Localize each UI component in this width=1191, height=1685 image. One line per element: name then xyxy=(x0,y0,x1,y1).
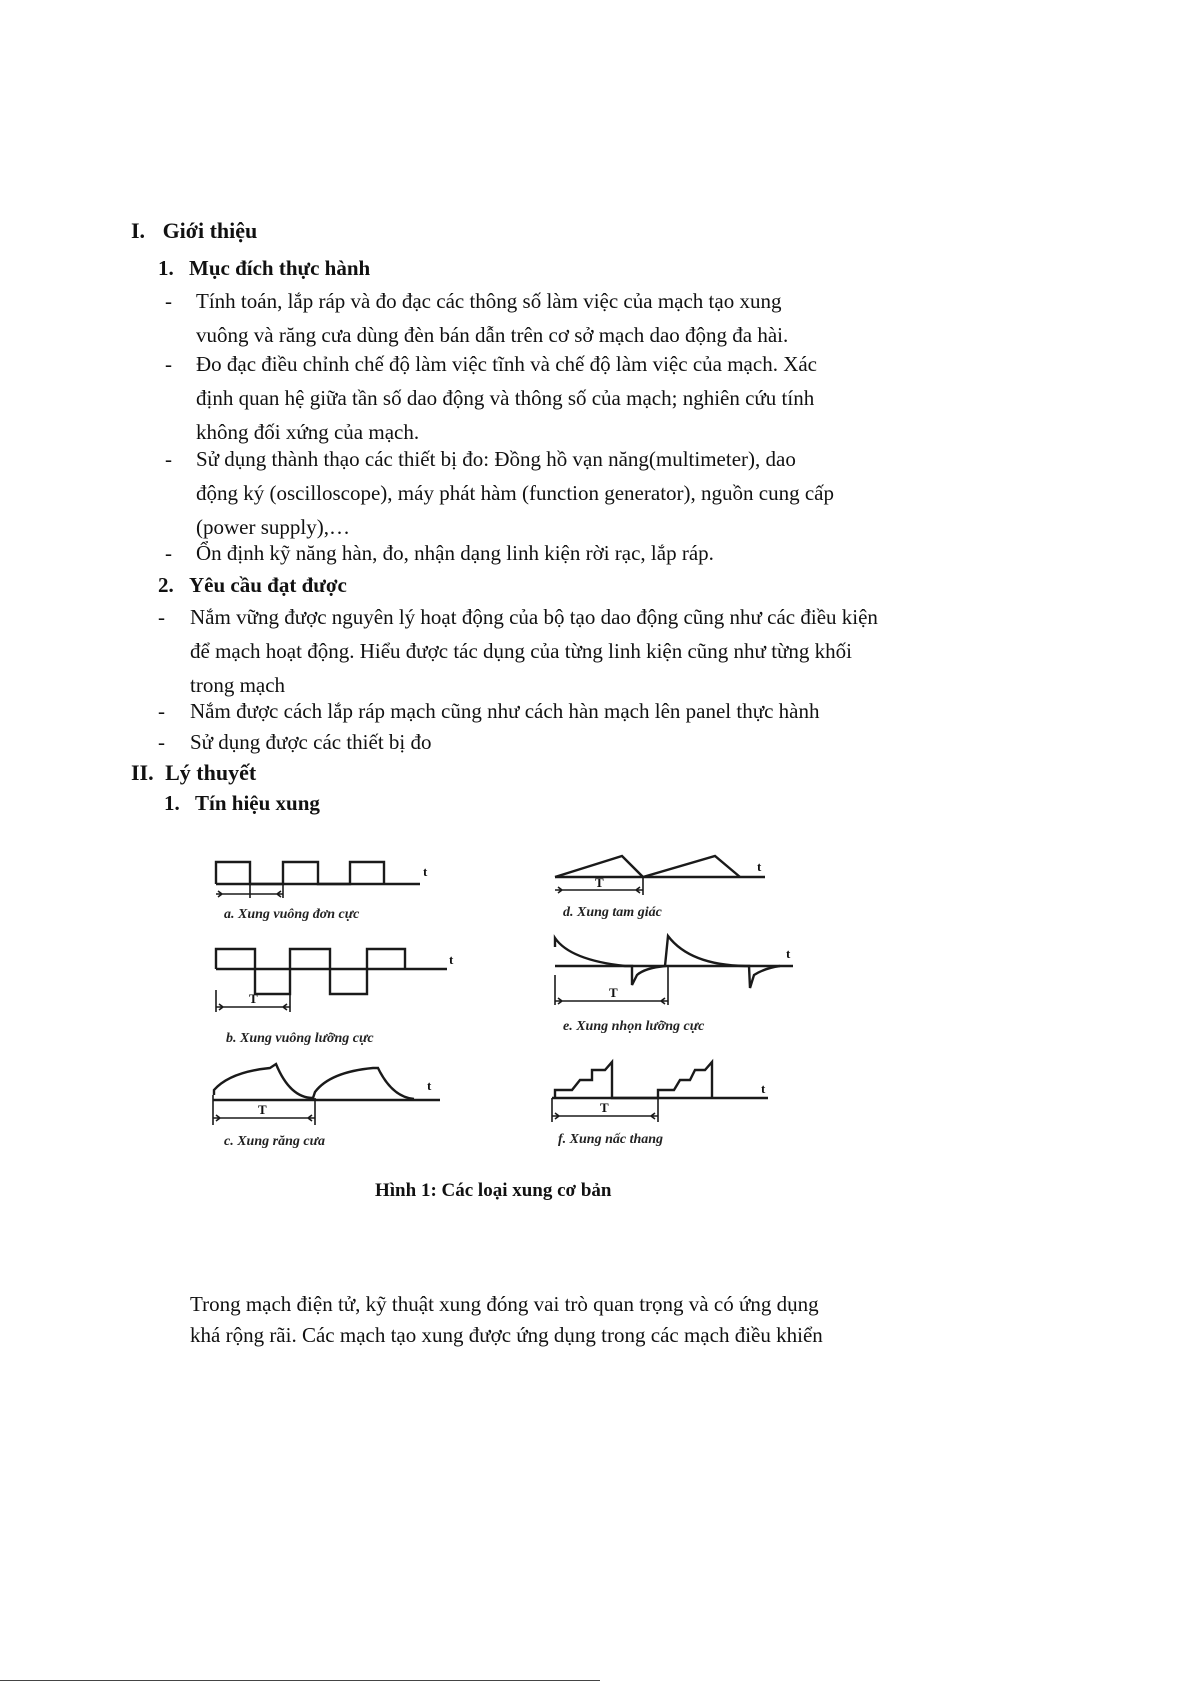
waveform-f-staircase xyxy=(552,1062,768,1147)
axis-label: t xyxy=(427,1078,432,1093)
waveform-trace xyxy=(555,856,740,877)
panel-label-a: a. Xung vuông đơn cực xyxy=(224,907,360,922)
waveform-trace xyxy=(216,862,384,884)
text-line: Nắm vững được nguyên lý hoạt động của bộ tạo dao động cũng như các điều kiện xyxy=(190,605,878,629)
text-line: khá rộng rãi. Các mạch tạo xung được ứng dụng trong các mạch điều khiển xyxy=(190,1323,823,1347)
body-paragraph xyxy=(190,1289,912,1351)
subsection-number: 1. xyxy=(158,256,174,280)
axis-label: t xyxy=(449,952,454,967)
panel-label-c: c. Xung răng cưa xyxy=(224,1134,325,1149)
text-line: không đối xứng của mạch. xyxy=(196,420,420,444)
text-line: định quan hệ giữa tần số dao động và thông số của mạch; nghiên cứu tính xyxy=(196,386,815,410)
text-line: vuông và răng cưa dùng đèn bán dẫn trên cơ sở mạch dao động đa hài. xyxy=(196,323,789,347)
waveform-trace xyxy=(555,1062,712,1098)
waveform-trace xyxy=(216,949,405,994)
axis-label: t xyxy=(761,1081,766,1096)
period-label: T xyxy=(258,1102,267,1117)
text-line: Sử dụng thành thạo các thiết bị đo: Đồng hồ vạn năng(multimeter), dao xyxy=(196,447,796,471)
subsection-number: 1. xyxy=(164,791,180,815)
text-line: Trong mạch điện tử, kỹ thuật xung đóng vai trò quan trọng và có ứng dụng xyxy=(190,1292,819,1316)
panel-label-d: d. Xung tam giác xyxy=(563,905,662,920)
panel-label-b: b. Xung vuông lưỡng cực xyxy=(226,1031,374,1046)
text-line: Ổn định kỹ năng hàn, đo, nhận dạng linh kiện rời rạc, lắp ráp. xyxy=(196,541,714,565)
waveform-d-triangle xyxy=(555,856,765,920)
text-line: Tính toán, lắp ráp và đo đạc các thông số làm việc của mạch tạo xung xyxy=(196,289,782,313)
axis-label: t xyxy=(786,946,791,961)
waveform-b-bipolar-square xyxy=(216,949,454,1046)
panel-label-e: e. Xung nhọn lưỡng cực xyxy=(563,1019,705,1034)
text-line: trong mạch xyxy=(190,673,286,697)
subsection-title: Tín hiệu xung xyxy=(195,791,320,815)
period-marker xyxy=(216,884,283,898)
bullet-dash: - xyxy=(165,289,172,313)
period-label: T xyxy=(609,985,618,1000)
bullet-dash: - xyxy=(165,541,172,565)
bullet-dash: - xyxy=(158,699,165,723)
panel-label-f: f. Xung nấc thang xyxy=(558,1132,664,1147)
section-title: Giới thiệu xyxy=(162,218,258,243)
axis-label: t xyxy=(757,859,762,874)
text-line: Đo đạc điều chỉnh chế độ làm việc tĩnh và chế độ làm việc của mạch. Xác xyxy=(196,352,817,376)
waveform-trace xyxy=(214,1064,414,1099)
subsection-number: 2. xyxy=(158,573,174,597)
period-label: T xyxy=(595,875,604,890)
bullet-dash: - xyxy=(165,352,172,376)
bullet-dash: - xyxy=(165,447,172,471)
section-number: II. xyxy=(131,760,154,785)
text-line: Nắm được cách lắp ráp mạch cũng như cách hàn mạch lên panel thực hành xyxy=(190,699,820,723)
section-title: Lý thuyết xyxy=(165,760,257,785)
text-line: động ký (oscilloscope), máy phát hàm (function generator), nguồn cung cấp xyxy=(196,481,834,505)
waveform-a-unipolar-square xyxy=(216,862,428,922)
bullet-dash: - xyxy=(158,605,165,629)
period-label: T xyxy=(249,991,258,1006)
figure-caption: Hình 1: Các loại xung cơ bản xyxy=(375,1180,612,1201)
text-line: để mạch hoạt động. Hiểu được tác dụng của từng linh kiện cũng như từng khối xyxy=(190,639,852,663)
waveform-c-sawtooth xyxy=(213,1064,440,1149)
subsection-title: Yêu cầu đạt được xyxy=(189,573,347,597)
text-line: (power supply),… xyxy=(196,515,350,539)
period-label: T xyxy=(600,1100,609,1115)
text-line: Sử dụng được các thiết bị đo xyxy=(190,730,432,754)
footer-rule xyxy=(0,1680,600,1681)
bullet-dash: - xyxy=(158,730,165,754)
subsection-title: Mục đích thực hành xyxy=(189,256,371,280)
section-number: I. xyxy=(131,218,146,243)
axis-label: t xyxy=(423,864,428,879)
waveform-e-bipolar-spike xyxy=(555,936,793,1034)
